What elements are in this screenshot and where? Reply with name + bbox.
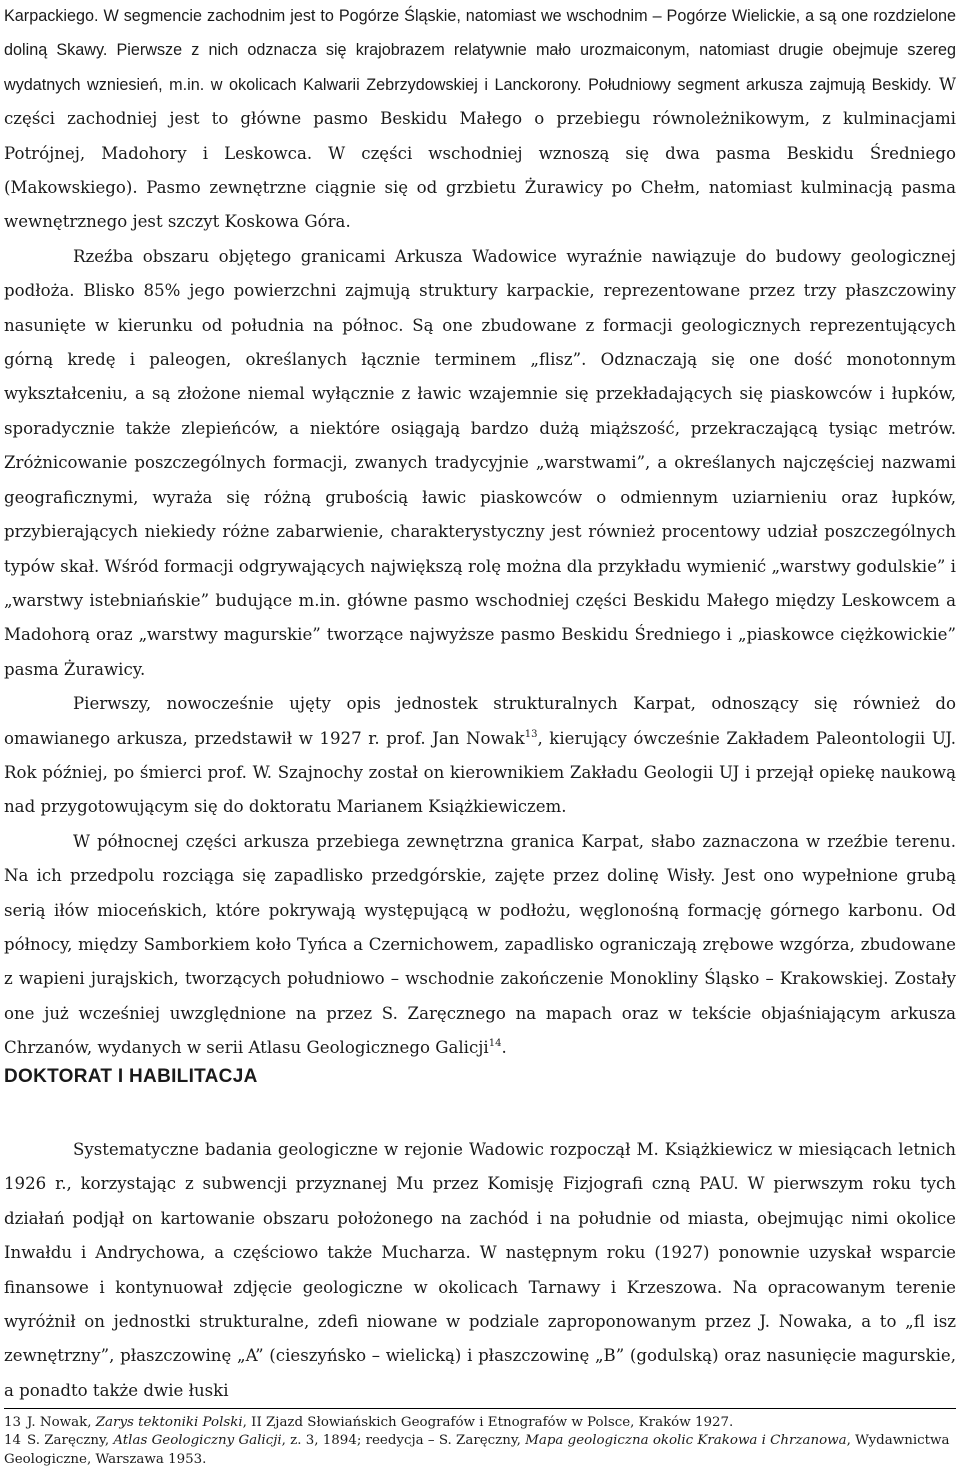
paragraph-nowak-part-a: Pierwszy, nowocześnie ujęty opis jednostek strukturalnych Karpat, odnoszący się również do omawianego arkusza, przedstawił w 1927 r. prof. Jan Nowak <box>4 694 956 748</box>
paragraph-north-part-a: W północnej części arkusza przebiega zewnętrzna granica Karpat, słabo zaznaczona w rzeźbie terenu. Na ich przedpolu rozciąga się zapadlisko przedgórskie, zajęte przez dolinę Wisły. Jest ono wypełnione grubą serią iłów mioceńskich, które pokrywają występującą w podłożu, węglonośną formację górnego karbonu. Od północy, między Samborkiem koło Tyńca a Czernichowem, zapadlisko ograniczają zrębowe wzgórza, zbudowane z wapieni jurajskich, tworzących południowo – wschodnie zakończenie Monokliny Śląsko – Krakowskiej. Zostały one już wcześniej uwzględnione na przez S. Zaręcznego na mapach oraz w tekście objaśniającym arkusza Chrzanów, wydanych w serii Atlasu Geologicznego Galicji <box>4 831 956 1058</box>
footnote-details: , II Zjazd Słowiańskich Geografów i Etnografów w Polsce, Kraków 1927. <box>242 1415 734 1430</box>
footnote-author: J. Nowak, <box>27 1415 96 1430</box>
footnote-title: Atlas Geologiczny Galicji <box>113 1433 282 1448</box>
paragraph-north-part-b: . <box>501 1038 507 1058</box>
footnote-author: S. Zaręczny, <box>27 1433 114 1448</box>
document-page <box>4 0 956 1066</box>
paragraph-research: Systematyczne badania geologiczne w rejonie Wadowic rozpoczął M. Książkiewicz w miesiącach letnich 1926 r., korzystając z subwencji przyznanej Mu przez Komisję Fizjografi czną PAU. W pierwszym roku tych działań podjął on kartowanie obszaru położonego na zachód i na południe od miasta, obejmując nimi okolice Inwałdu i Andrychowa, a częściowo także Mucharza. W następnym roku (1927) ponownie uzyskał wsparcie finansowe i kontynuował zdjęcie geologiczne w okolicach Tarnawy i Krzeszowa. Na opracowanym terenie wyróżnił on jednostki strukturalne, zdefi niowane w podziale zaproponowanym przez J. Nowaka, a to „fl isz zewnętrzny”, płaszczowinę „A” (cieszyńsko – wielicką) i płaszczowinę „B” (godulską) oraz nasunięcie magurskie, a ponadto także dwie łuski <box>4 1140 956 1400</box>
footnote-title-2: Mapa geologiczna okolic Krakowa i Chrzanowa <box>525 1433 847 1448</box>
paragraph-north <box>4 825 956 1066</box>
paragraph-nowak-part-b: , kierujący ówcześnie Zakładem Paleontologii UJ. Rok później, po śmierci prof. W. Szajnochy został on kierownikiem Zakładu Geologii UJ i przejął opiekę naukową nad przygotowującym się do doktoratu Marianem Książkiewiczem. <box>4 728 956 817</box>
section-heading: DOKTORAT I HABILITACJA <box>4 1066 258 1087</box>
footnotes <box>4 1408 956 1469</box>
section-doctorate <box>4 1133 956 1408</box>
paragraph-geography <box>4 0 956 240</box>
footnote-ref-13[interactable]: 13 <box>524 728 538 740</box>
footnote-14 <box>4 1431 956 1469</box>
paragraph-relief: Rzeźba obszaru objętego granicami Arkusza Wadowice wyraźnie nawiązuje do budowy geologicznej podłoża. Blisko 85% jego powierzchni zajmują struktury karpackie, reprezentowane przez trzy płaszczowiny nasunięte w kierunku od południa na północ. Są one zbudowane z formacji geologicznych reprezentujących górną kredę i paleogen, określanych łącznie terminem „flisz”. Odznaczają się one dość monotonnym wykształceniu, a są złożone niemal wyłącznie z ławic wzajemnie się przekładających się piaskowców i łupków, sporadycznie także zlepieńców, a niektóre osiągają bardzo dużą miąższość, przekraczającą tysiąc metrów. Zróżnicowanie poszczególnych formacji, zwanych tradycyjnie „warstwami”, a określanych najczęściej nazwami geograficznymi, wyraża się różną grubością ławic piaskowców o odmiennym uziarnieniu oraz łupków, przybierających niekiedy różne zabarwienie, charakterystyczny jest również procentowy udział poszczególnych typów skał. Wśród formacji odgrywających największą rolę można dla przykładu wymienić „warstwy godulskie” i „warstwy istebniańskie” budujące m.in. główne pasmo wschodniej części Beskidu Małego między Leskowcem a Madohorą oraz „warstwy magurskie” tworzące najwyższe pasmo Beskidu Średniego i „piaskowce ciężkowickie” pasma Żurawicy. <box>4 246 956 679</box>
footnote-13 <box>4 1409 956 1432</box>
paragraph-nowak <box>4 687 956 825</box>
footnote-ref-14[interactable]: 14 <box>488 1038 502 1050</box>
footnote-number: 14 <box>4 1433 22 1448</box>
footnote-number: 13 <box>4 1415 22 1430</box>
footnote-publisher: , Wydawnictwa Geologiczne, Warszawa 1953. <box>4 1433 950 1467</box>
footnote-details: , z. 3, 1894; reedycja – S. Zaręczny, <box>281 1433 526 1448</box>
paragraph-geography-part-a: Karpackiego. W segmencie zachodnim jest to Pogórze Śląskie, natomiast we wschodnim – Pogórze Wielickie, a są one rozdzielone doliną Skawy. Pierwsze z nich odznacza się krajobrazem relatywnie mało urozmaiconym, natomiast drugie obejmuje szereg wydatnych wzniesień, m.in. w okolicach Kalwarii Zebrzydowskiej i Lanckorony. Południowy segment arkusza zajmują Beskidy. <box>4 7 956 94</box>
footnote-title: Zarys tektoniki Polski <box>95 1415 243 1430</box>
paragraph-geography-part-b: W części zachodniej jest to główne pasmo Beskidu Małego o przebiegu równoleżnikowym, z kulminacjami Potrójnej, Madohory i Leskowca. W części wschodniej wznoszą się dwa pasma Beskidu Średniego (Makowskiego). Pasmo zewnętrzne ciągnie się od grzbietu Żurawicy po Chełm, natomiast kulminacją pasma wewnętrznego jest szczyt Koskowa Góra. <box>4 74 956 232</box>
